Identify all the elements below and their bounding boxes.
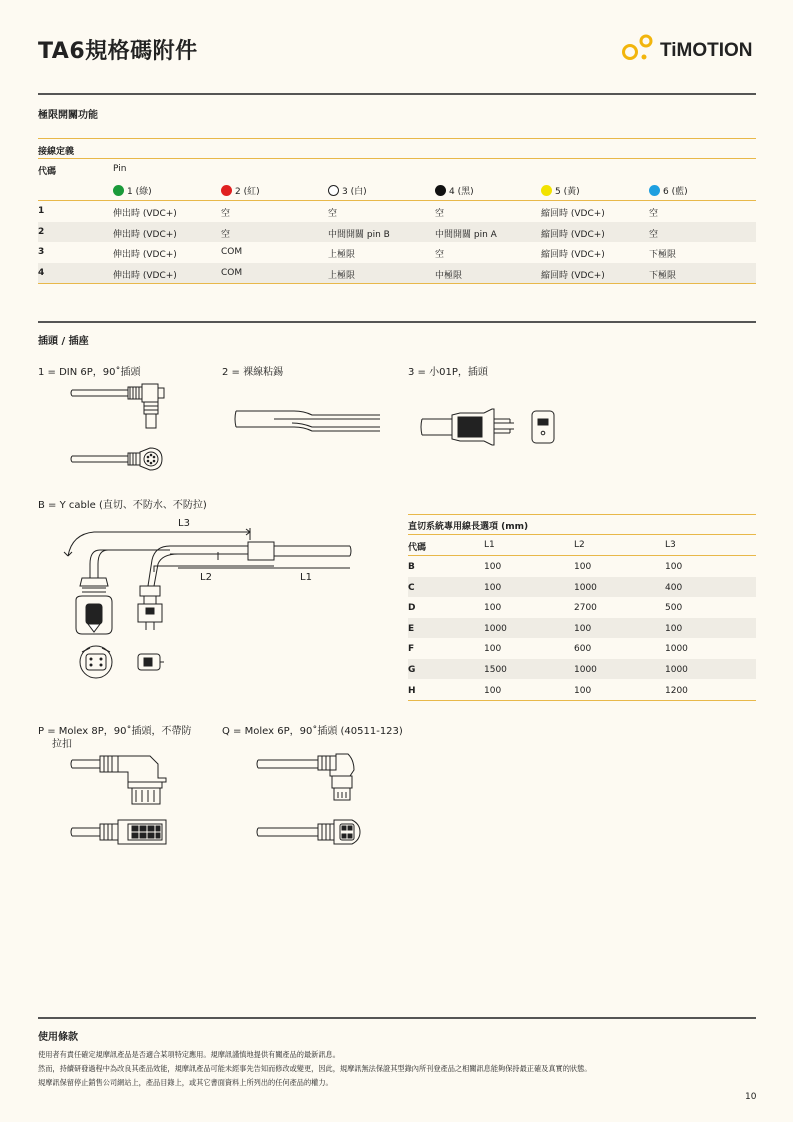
terms-line-1: 使用者有責任確定規摩訊產品是否適合某項特定應用。規摩訊謹慎地提供有關產品的最新訊息。 (38, 1050, 340, 1059)
ycable-caption: B = Y cable (直切、不防水、不防拉) (38, 500, 207, 511)
length-row-code: D (408, 603, 416, 614)
length-cell: 100 (665, 562, 683, 572)
pin-header-4 (435, 184, 474, 197)
length-row-code: C (408, 582, 415, 593)
pin-label: 3 (白) (342, 187, 367, 197)
wiring-cell: COM (221, 247, 243, 257)
wiring-cell: 上極限 (328, 250, 356, 260)
wiring-cell: COM (221, 268, 243, 278)
pin-color-dot-icon (649, 185, 660, 196)
wiring-cell: 縮回時 (VDC+) (541, 230, 605, 240)
wiring-cell: 伸出時 (VDC+) (113, 209, 177, 219)
divider (408, 534, 756, 535)
pin-color-dot-icon (541, 185, 552, 196)
divider (38, 138, 756, 139)
label-l3: L3 (178, 518, 190, 529)
pin-label: 5 (黃) (555, 187, 580, 197)
terms-line-2: 然而，持續研發過程中為改良其產品效能，規摩訊產品可能未經事先告知而修改或變更，因此，規摩訊無法保證其型錄內所刊登產品之相關訊息能夠保持最正確及真實的狀態。 (38, 1064, 592, 1073)
length-cell: 1500 (484, 665, 507, 675)
plug3-caption: 3 = 小01P，插頭 (408, 367, 488, 378)
length-cell: 1000 (665, 644, 688, 655)
label-l1: L1 (300, 572, 312, 583)
pin-header-5 (541, 184, 580, 197)
length-cell: 2700 (574, 603, 597, 614)
divider (408, 514, 756, 515)
divider (38, 283, 756, 284)
length-row-code: H (408, 685, 416, 696)
wiring-cell: 中間開關 pin A (435, 230, 497, 240)
col-code-header: 代碼 (38, 167, 57, 177)
limit-section-title: 極限開關功能 (38, 110, 98, 121)
wiring-row-code: 1 (38, 206, 45, 216)
divider (408, 700, 756, 701)
pin-label: 2 (紅) (235, 187, 260, 197)
wiring-cell: 伸出時 (VDC+) (113, 230, 177, 240)
wiring-row-code: 3 (38, 247, 45, 257)
pin-label: 6 (藍) (663, 187, 688, 197)
logo-text: TiMOTION (660, 40, 753, 61)
length-cell: 100 (484, 562, 502, 572)
section-rule (38, 321, 756, 323)
wiring-cell: 縮回時 (VDC+) (541, 250, 605, 260)
length-cell: 100 (484, 685, 502, 696)
bare-wire-drawing (234, 405, 384, 445)
y-cable-drawing (60, 516, 360, 691)
din-6p-plug-drawing (70, 380, 180, 475)
plug2-caption: 2 = 裸線粘錫 (222, 367, 284, 378)
length-cell: 100 (574, 685, 592, 696)
header-rule (38, 93, 756, 95)
length-cell: 100 (665, 623, 683, 634)
wiring-cell: 空 (435, 209, 445, 219)
wiring-cell: 縮回時 (VDC+) (541, 271, 605, 281)
length-row-code: G (408, 665, 416, 675)
length-cell: 100 (484, 644, 502, 655)
wiring-row-code: 2 (38, 227, 45, 237)
wiring-cell: 空 (649, 230, 659, 240)
divider (38, 158, 756, 159)
length-row-code: E (408, 623, 415, 634)
wiring-cell: 空 (328, 209, 338, 219)
wiring-title: 接線定義 (38, 147, 75, 157)
wiring-cell: 中間開關 pin B (328, 230, 390, 240)
pin-color-dot-icon (328, 185, 339, 196)
pin-color-dot-icon (221, 185, 232, 196)
timotion-logo (622, 32, 760, 66)
wiring-cell: 下極限 (649, 250, 677, 260)
pin-header-3 (328, 184, 367, 197)
pin-label: 1 (綠) (127, 187, 152, 197)
wiring-cell: 空 (221, 209, 231, 219)
length-cell: 400 (665, 582, 683, 593)
length-header-cell: L2 (574, 540, 585, 550)
terms-rule (38, 1017, 756, 1019)
length-table-title: 直切系統專用線長選項 (mm) (408, 522, 529, 532)
wiring-cell: 中極限 (435, 271, 463, 281)
wiring-cell: 空 (649, 209, 659, 219)
length-cell: 100 (484, 603, 502, 614)
plugP-caption-line2: 拉扣 (52, 739, 72, 750)
page-title: TA6規格碼附件 (38, 39, 198, 64)
logo-icon (622, 32, 760, 66)
plug1-caption: 1 = DIN 6P，90˚插頭 (38, 367, 141, 378)
page-number: 10 (745, 1092, 757, 1102)
length-row-code: B (408, 562, 415, 572)
wiring-cell: 縮回時 (VDC+) (541, 209, 605, 219)
plug-section-title: 插頭 / 插座 (38, 336, 89, 347)
length-row-code: F (408, 644, 415, 655)
wiring-cell: 空 (221, 230, 231, 240)
molex-8p-plug-drawing (70, 752, 180, 844)
mini-01p-plug-drawing (420, 405, 560, 450)
length-cell: 100 (574, 562, 592, 572)
length-header-cell: L3 (665, 540, 676, 550)
wiring-cell: 伸出時 (VDC+) (113, 271, 177, 281)
molex-6p-plug-drawing (256, 752, 386, 844)
length-cell: 600 (574, 644, 592, 655)
length-cell: 1000 (665, 665, 688, 675)
plugQ-caption: Q = Molex 6P，90˚插頭 (40511-123) (222, 726, 403, 737)
col-pin-header: Pin (113, 164, 127, 174)
length-cell: 1000 (574, 582, 597, 593)
length-header-cell: 代碼 (408, 543, 427, 553)
pin-header-2 (221, 184, 260, 197)
wiring-cell: 上極限 (328, 271, 356, 281)
length-cell: 1000 (574, 665, 597, 675)
length-cell: 100 (574, 623, 592, 634)
wiring-row-code: 4 (38, 268, 45, 278)
pin-color-dot-icon (113, 185, 124, 196)
pin-header-6 (649, 184, 688, 197)
wiring-cell: 空 (435, 250, 445, 260)
pin-header-1 (113, 184, 152, 197)
pin-color-dot-icon (435, 185, 446, 196)
divider (408, 555, 756, 556)
terms-title: 使用條款 (38, 1032, 78, 1043)
terms-line-3: 規摩訊保留停止銷售公司網站上，產品目錄上，或其它書面資料上所列出的任何產品的權力。 (38, 1078, 333, 1087)
length-cell: 100 (484, 582, 502, 593)
plugP-caption-line1: P = Molex 8P，90˚插頭，不帶防 (38, 726, 192, 737)
length-cell: 500 (665, 603, 683, 614)
wiring-cell: 下極限 (649, 271, 677, 281)
length-header-cell: L1 (484, 540, 495, 550)
length-cell: 1000 (484, 623, 507, 634)
label-l2: L2 (200, 572, 212, 583)
pin-label: 4 (黑) (449, 187, 474, 197)
wiring-cell: 伸出時 (VDC+) (113, 250, 177, 260)
length-cell: 1200 (665, 685, 688, 696)
divider (38, 200, 756, 201)
